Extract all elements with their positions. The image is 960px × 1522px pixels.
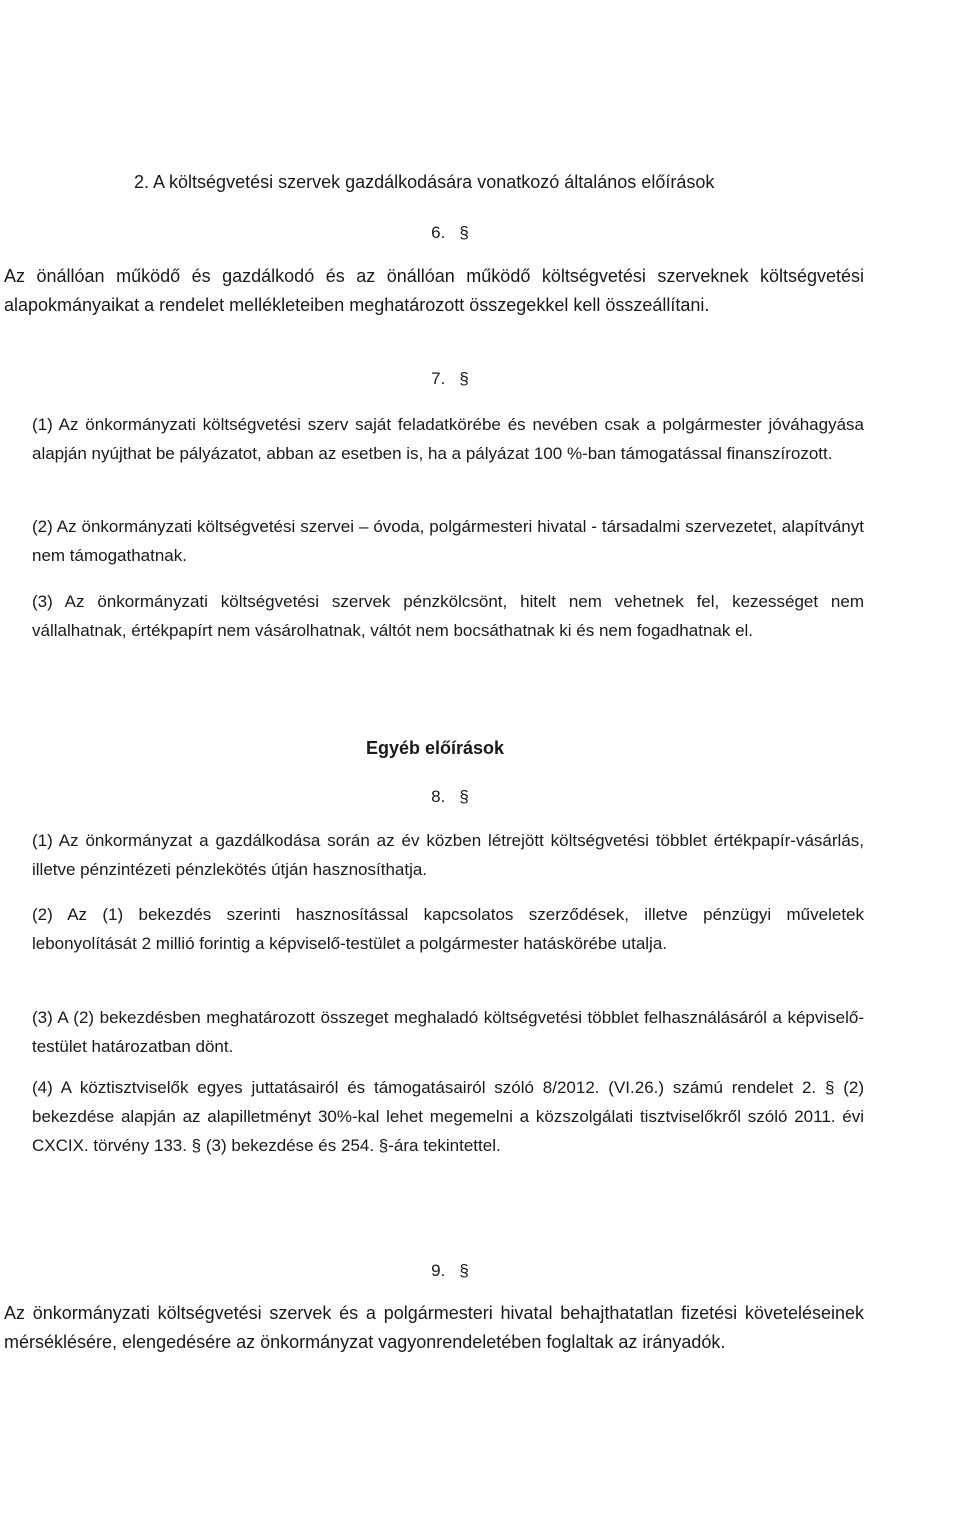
section-8-paragraph-1: (1) Az önkormányzat a gazdálkodása során az év közben létrejött költségvetési többlet értékpapír-vásárlás, illetve pénzintézeti pénzlekötés útján hasznosíthatja. — [32, 831, 864, 879]
section-8-paragraph-2: (2) Az (1) bekezdés szerinti hasznosítással kapcsolatos szerződések, illetve pénzügyi műveletek lebonyolítását 2 millió forintig a képviselő-testület a polgármester hatáskörébe utalja. — [32, 905, 864, 953]
section-7-paragraph-1: (1) Az önkormányzati költségvetési szerv saját feladatkörébe és nevében csak a polgármester jóváhagyása alapján nyújthat be pályázatot, abban az esetben is, ha a pályázat 100 %-ban támogatással finanszírozott. — [32, 415, 864, 463]
section-7-paragraph-3: (3) Az önkormányzati költségvetési szervek pénzkölcsönt, hitelt nem vehetnek fel, kezességet nem vállalhatnak, értékpapírt nem vásárolhatnak, váltót nem bocsáthatnak ki és nem fogadhatnak el. — [32, 592, 864, 640]
other-provisions-heading: Egyéb előírások — [365, 738, 505, 758]
section-6-text: Az önállóan működő és gazdálkodó és az önállóan működő költségvetési szerveknek költségvetési alapokmányaikat a rendelet mellékleteiben meghatározott összegekkel kell összeállítani. — [4, 266, 864, 315]
section-7-paragraph-2: (2) Az önkormányzati költségvetési szervei – óvoda, polgármesteri hivatal - társadalmi szervezetet, alapítványt nem támogathatnak. — [32, 517, 864, 565]
section-number: 7. — [431, 369, 446, 388]
section-6-title — [0, 218, 900, 247]
section-symbol: § — [459, 223, 469, 242]
section-9-text: Az önkormányzati költségvetési szervek és a polgármesteri hivatal behajthatatlan fizetési követeléseinek mérséklésére, elengedésére az önkormányzat vagyonrendeletében foglaltak az irányadók. — [4, 1303, 864, 1352]
chapter-heading: 2. A költségvetési szervek gazdálkodására vonatkozó általános előírások — [134, 172, 715, 192]
section-8-title — [0, 782, 900, 811]
section-symbol: § — [459, 1261, 469, 1280]
section-number: 6. — [431, 223, 446, 242]
section-symbol: § — [459, 369, 469, 388]
section-number: 9. — [431, 1261, 446, 1280]
section-7-title — [0, 364, 900, 393]
section-number: 8. — [431, 787, 446, 806]
section-9-title — [0, 1256, 900, 1285]
section-8-paragraph-3: (3) A (2) bekezdésben meghatározott összeget meghaladó költségvetési többlet felhasználásáról a képviselő-testület határozatban dönt. — [32, 1008, 864, 1056]
section-symbol: § — [459, 787, 469, 806]
section-8-paragraph-4: (4) A köztisztviselők egyes juttatásairól és támogatásairól szóló 8/2012. (VI.26.) számú rendelet 2. § (2) bekezdése alapján az alapilletményt 30%-kal lehet megemelni a közszolgálati tisztviselőkről szóló 2011. évi CXCIX. törvény 133. § (3) bekezdése és 254. §-ára tekintettel. — [32, 1078, 864, 1155]
